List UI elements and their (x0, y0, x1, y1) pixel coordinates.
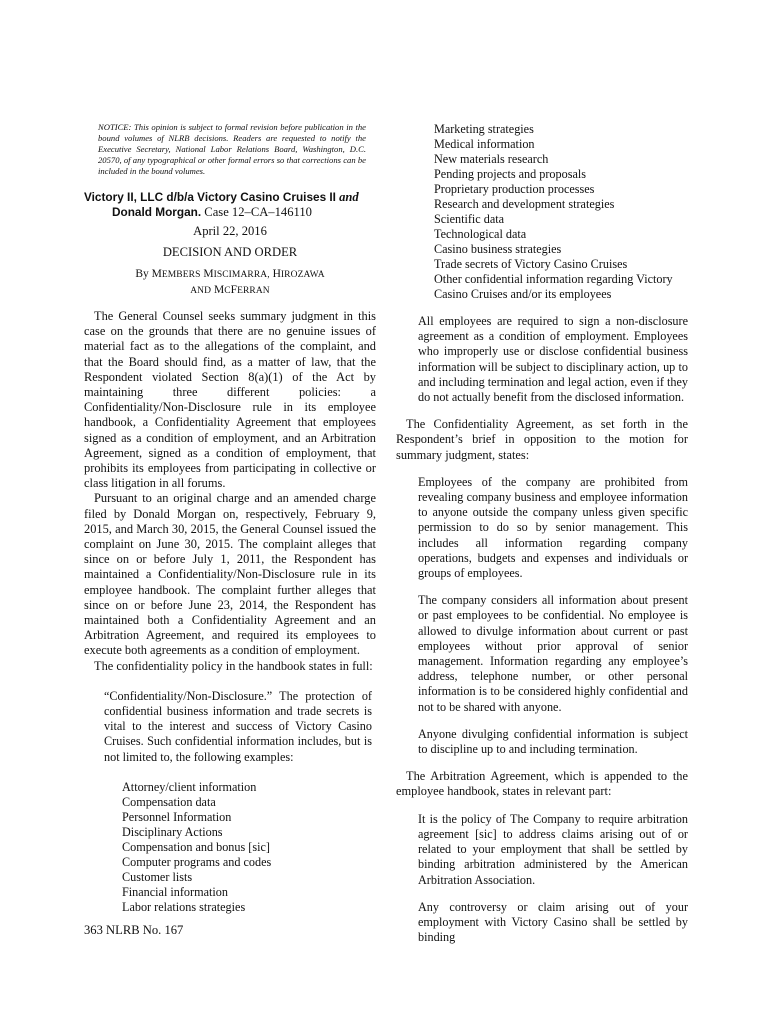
list-item: Financial information (122, 884, 228, 899)
block-quote: Any controversy or claim arising out of your employment with Victory Casino shall be settled by binding (418, 899, 688, 945)
list-item: Other confidential information regarding Victory Casino Cruises and/or its employees (434, 272, 673, 301)
body-paragraph: Pursuant to an original charge and an amended charge filed by Donald Morgan on, respectively, February 9, 2015, and March 30, 2015, the General Counsel issued the complaint on June 30, 2015. The complaint alleges that since on or before July 1, 2011, the Respondent has maintained a Confidentiality/Non-Disclosure rule in its employee handbook. The complaint further alleges that since on or before June 23, 2014, the Respondent has maintained both a Confidentiality Agreement and an Arbitration Agreement, and required its employees to execute both agreements as a condition of employment. (84, 491, 376, 658)
body-paragraph: The confidentiality policy in the handbook states in full: (94, 658, 373, 673)
list-item: Computer programs and codes (122, 854, 272, 869)
block-quote: “Confidentiality/Non-Disclosure.” The protection of confidential business information and trade secrets is vital to the interest and success of Victory Casino Cruises. Such confidential information includes, but is not limited to, the following examples: (104, 688, 372, 764)
list-item: Labor relations strategies (122, 899, 246, 914)
case-caption (84, 190, 376, 220)
right-column (396, 122, 688, 945)
list-item: Marketing strategies (434, 122, 534, 136)
nlrb-citation-footer: 363 NLRB No. 167 (84, 923, 184, 937)
body-paragraph: The Arbitration Agreement, which is appended to the employee handbook, states in relevant part: (396, 769, 688, 799)
confidential-info-list-continued (396, 122, 688, 302)
charging-party-name: Donald Morgan. (112, 205, 202, 219)
body-paragraph: The Confidentiality Agreement, as set forth in the Respondent’s brief in opposition to the motion for summary judgment, states: (396, 417, 688, 462)
list-item: Personnel Information (122, 809, 232, 824)
list-item: Technological data (434, 227, 527, 241)
list-item: Trade secrets of Victory Casino Cruises (434, 257, 628, 271)
publication-notice: NOTICE: This opinion is subject to formal revision before publication in the bound volumes of NLRB decisions. Readers are requested to notify the Executive Secretary, National Labor Relations Board, Washington, D.C. 20570, of any typographical or other formal errors so that corrections can be included in the bound volumes. (98, 122, 366, 176)
list-item: Attorney/client information (122, 779, 257, 794)
board-members-line: By MEMBERS MISCIMARRA, HIROZAWA AND MCFERRAN (135, 268, 325, 296)
block-quote: Employees of the company are prohibited from revealing company business and employee information to anyone outside the company unless given specific permission to do so by senior management. This includes all information regarding company operations, budgets and expenses and individuals or groups of employees. (418, 474, 688, 581)
list-item: Research and development strategies (434, 197, 615, 211)
list-item: Pending projects and proposals (434, 167, 586, 181)
block-quote: The company considers all information about present or past employees to be confidential. No employee is allowed to divulge information about current or past employees without prior approval of senior management. Information regarding any employee’s address, telephone number, or other personal information is to be considered highly confidential and not to be shared with anyone. (418, 593, 688, 714)
list-item: New materials research (434, 152, 549, 166)
list-item: Casino business strategies (434, 242, 562, 256)
case-number: Case 12–CA–146110 (204, 205, 312, 219)
document-heading: DECISION AND ORDER (162, 245, 298, 259)
list-item: Disciplinary Actions (122, 824, 223, 839)
list-item: Medical information (434, 137, 535, 151)
decision-date: April 22, 2016 (193, 224, 267, 238)
list-item: Compensation and bonus [sic] (122, 839, 270, 854)
caption-and: and (339, 190, 359, 204)
list-item: Customer lists (122, 869, 193, 884)
body-paragraph: The General Counsel seeks summary judgment in this case on the grounds that there are no genuine issues of material fact as to the allegations of the complaint, and that the Board should find, as a matter of law, that the Respondent violated Section 8(a)(1) of the Act by maintaining three different policies: a Confidentiality/Non-Disclosure rule in its employee handbook, a Confidentiality Agreement that employees signed as a condition of employment, and an Arbitration Agreement, signed as a condition of employment, that prohibits its employees from participating in collective or class litigation in all forums. (84, 309, 376, 491)
left-column (84, 122, 376, 915)
list-item: Proprietary production processes (434, 182, 595, 196)
respondent-name: Victory II, LLC d/b/a Victory Casino Cruises II (84, 190, 336, 204)
block-quote: Anyone divulging confidential information is subject to discipline up to and including termination. (418, 726, 688, 757)
list-item: Compensation data (122, 794, 216, 809)
block-quote: It is the policy of The Company to require arbitration agreement [sic] to address claims arising out of or related to your employment that shall be settled by binding arbitration administered by the American Arbitration Association. (418, 811, 688, 887)
confidential-info-list (84, 780, 376, 915)
list-item: Scientific data (434, 212, 505, 226)
block-quote: All employees are required to sign a non-disclosure agreement as a condition of employment. Employees who improperly use or disclose confidential business information will be subject to disciplinary action, up to and including termination and legal action, even if they do not actually benefit from the disclosed information. (418, 314, 688, 405)
